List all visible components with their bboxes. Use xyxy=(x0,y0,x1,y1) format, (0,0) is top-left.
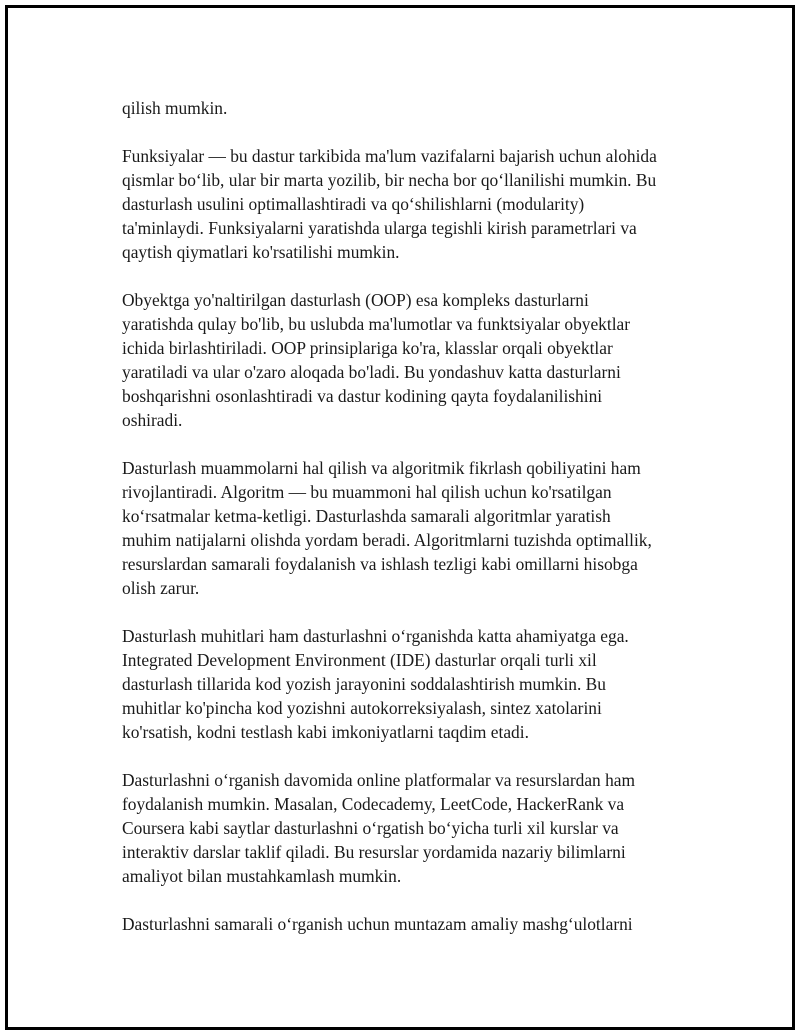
paragraph xyxy=(122,624,702,744)
paragraph xyxy=(122,768,702,888)
text-line: foydalanish mumkin. Masalan, Codecademy, LeetCode, HackerRank va xyxy=(122,794,625,814)
text-line: yaratishda qulay bo'lib, bu uslubda ma'lumotlar va funktsiyalar obyektlar xyxy=(122,314,631,334)
text-line: qaytish qiymatlari ko'rsatilishi mumkin. xyxy=(122,242,400,262)
text-line: ichida birlashtiriladi. OOP prinsiplariga ko'ra, klasslar orqali obyektlar xyxy=(122,338,613,358)
text-line: dasturlash tillarida kod yozish jarayonini soddalashtirish mumkin. Bu xyxy=(122,674,606,694)
text-line: rivojlantiradi. Algoritm — bu muammoni hal qilish uchun ko'rsatilgan xyxy=(122,482,612,502)
text-line: qismlar bo‘lib, ular bir marta yozilib, bir necha bor qo‘llanilishi mumkin. Bu xyxy=(122,170,657,190)
text-line: oshiradi. xyxy=(122,410,183,430)
text-line: dasturlash usulini optimallashtiradi va qo‘shilishlarni (modularity) xyxy=(122,194,585,214)
text-line: interaktiv darslar taklif qiladi. Bu resurslar yordamida nazariy bilimlarni xyxy=(122,842,626,862)
page-frame xyxy=(5,5,795,1030)
text-line: muhim natijalarni olishda yordam beradi. Algoritmlarni tuzishda optimallik, xyxy=(122,530,652,550)
text-line: Dasturlashni samarali o‘rganish uchun muntazam amaliy mashg‘ulotlarni xyxy=(122,914,633,934)
text-line: muhitlar ko'pincha kod yozishni autokorreksiyalash, sintez xatolarini xyxy=(122,698,602,718)
paragraph xyxy=(122,912,702,936)
text-line: boshqarishni osonlashtiradi va dastur kodining qayta foydalanilishini xyxy=(122,386,603,406)
paragraph xyxy=(122,288,702,432)
text-line: olish zarur. xyxy=(122,578,200,598)
text-line: ta'minlaydi. Funksiyalarni yaratishda ularga tegishli kirish parametrlari va xyxy=(122,218,637,238)
text-line: Coursera kabi saytlar dasturlashni o‘rgatish bo‘yicha turli xil kurslar va xyxy=(122,818,619,838)
text-line: ko'rsatish, kodni testlash kabi imkoniyatlarni taqdim etadi. xyxy=(122,722,529,742)
text-line: Integrated Development Environment (IDE) dasturlar orqali turli xil xyxy=(122,650,597,670)
paragraph xyxy=(122,144,702,264)
text-line: qilish mumkin. xyxy=(122,98,228,118)
text-line: Funksiyalar — bu dastur tarkibida ma'lum vazifalarni bajarish uchun alohida xyxy=(122,146,657,166)
text-line: Dasturlash muhitlari ham dasturlashni o‘rganishda katta ahamiyatga ega. xyxy=(122,626,629,646)
text-line: amaliyot bilan mustahkamlash mumkin. xyxy=(122,866,402,886)
text-line: resurslardan samarali foydalanish va ishlash tezligi kabi omillarni hisobga xyxy=(122,554,638,574)
paragraph xyxy=(122,456,702,600)
text-line: Dasturlash muammolarni hal qilish va algoritmik fikrlash qobiliyatini ham xyxy=(122,458,641,478)
paragraph xyxy=(122,96,702,120)
document-body xyxy=(122,96,702,936)
text-line: ko‘rsatmalar ketma-ketligi. Dasturlashda samarali algoritmlar yaratish xyxy=(122,506,611,526)
text-line: yaratiladi va ular o'zaro aloqada bo'ladi. Bu yondashuv katta dasturlarni xyxy=(122,362,621,382)
text-line: Dasturlashni o‘rganish davomida online platformalar va resurslardan ham xyxy=(122,770,636,790)
text-line: Obyektga yo'naltirilgan dasturlash (OOP) esa kompleks dasturlarni xyxy=(122,290,589,310)
